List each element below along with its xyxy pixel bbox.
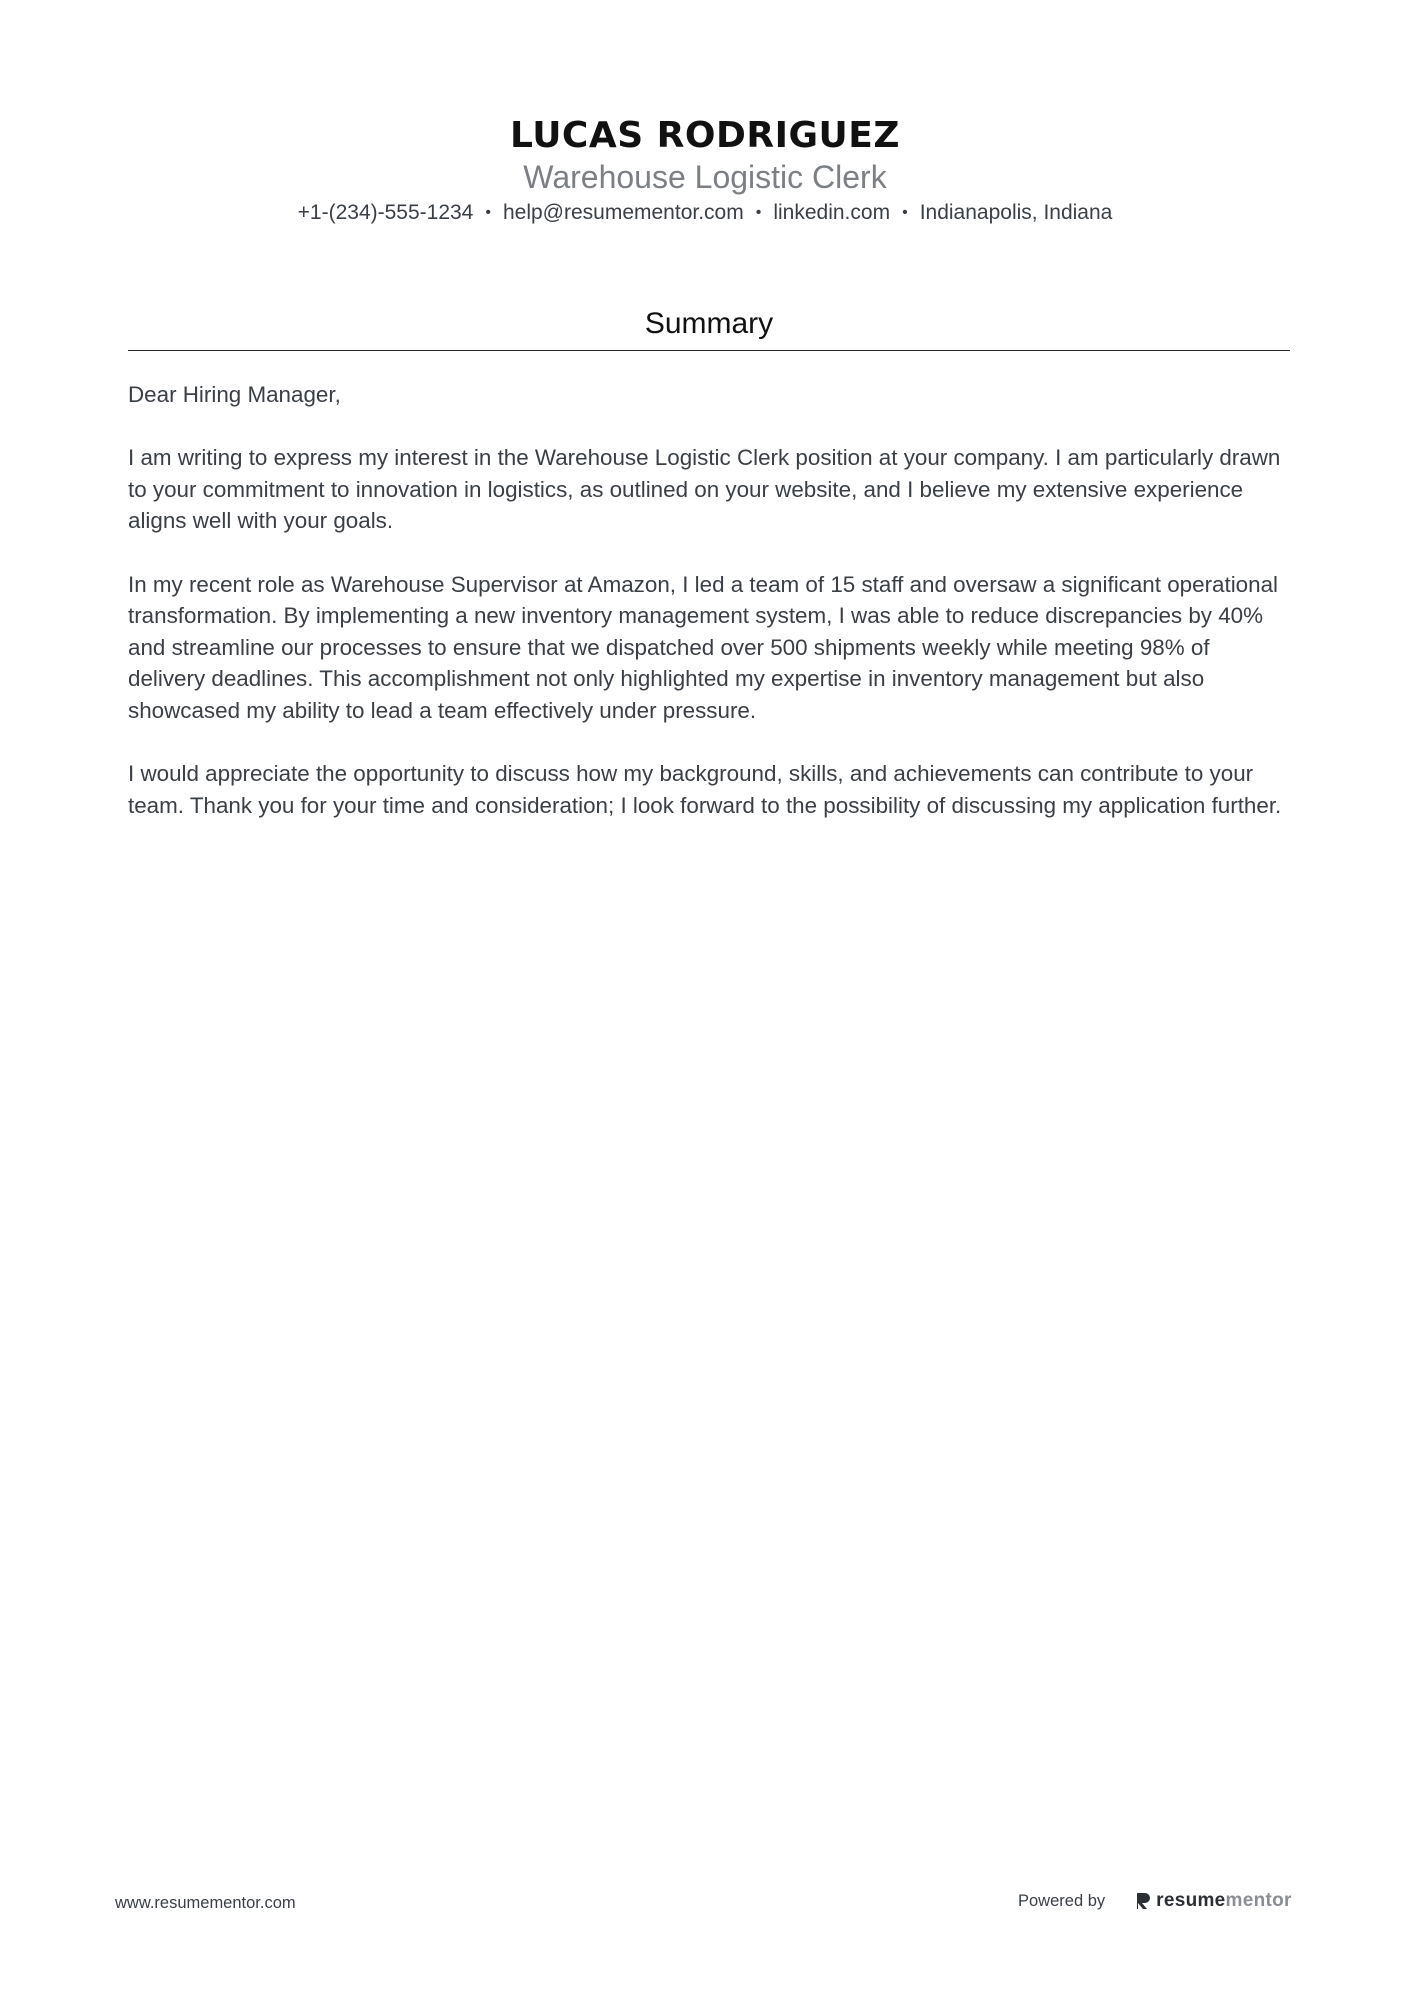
candidate-job-title: Warehouse Logistic Clerk	[523, 159, 887, 195]
contact-line	[0, 200, 1410, 228]
section-divider	[128, 350, 1290, 351]
brand-logo[interactable]	[1135, 1890, 1292, 1912]
letter-paragraph: In my recent role as Warehouse Supervisor at Amazon, I led a team of 15 staff and oversaw a significant operational transformation. By implementing a new inventory management system, I was able to reduce discrepancies by 40% and streamline our processes to ensure that we dispatched over 500 shipments weekly while meeting 98% of delivery deadlines. This accomplishment not only highlighted my expertise in inventory management but also showcased my ability to lead a team effectively under pressure.	[128, 571, 1279, 723]
candidate-name: LUCAS RODRIGUEZ	[510, 115, 900, 156]
letter-header	[0, 114, 1410, 228]
contact-separator: •	[755, 204, 762, 221]
contact-separator: •	[485, 204, 491, 221]
resumementor-logo-icon	[1135, 1891, 1151, 1911]
powered-by-label: Powered by	[1018, 1891, 1106, 1910]
footer-website[interactable]: www.resumementor.com	[115, 1894, 296, 1912]
footer-branding	[1018, 1890, 1292, 1912]
brand-name-part1: resume	[1156, 1890, 1226, 1911]
contact-email[interactable]: help@resumementor.com	[502, 201, 744, 224]
contact-linkedin[interactable]: linkedin.com	[773, 201, 891, 224]
letter-salutation: Dear Hiring Manager,	[128, 382, 341, 407]
letter-body	[128, 379, 1290, 853]
letter-paragraph: I would appreciate the opportunity to discuss how my background, skills, and achievements can contribute to your team. Thank you for your time and consideration; I look forward to the possibility of discussing my application further.	[128, 761, 1282, 818]
brand-name-part2: mentor	[1225, 1890, 1292, 1911]
letter-paragraph: I am writing to express my interest in the Warehouse Logistic Clerk position at your company. I am particularly drawn to your commitment to innovation in logistics, as outlined on your website, and I believe my extensive experience aligns well with your goals.	[128, 445, 1281, 534]
contact-separator: •	[902, 204, 908, 221]
contact-location: Indianapolis, Indiana	[919, 201, 1113, 224]
section-title-summary: Summary	[644, 307, 774, 340]
contact-phone: +1-(234)-555-1234	[297, 201, 474, 224]
